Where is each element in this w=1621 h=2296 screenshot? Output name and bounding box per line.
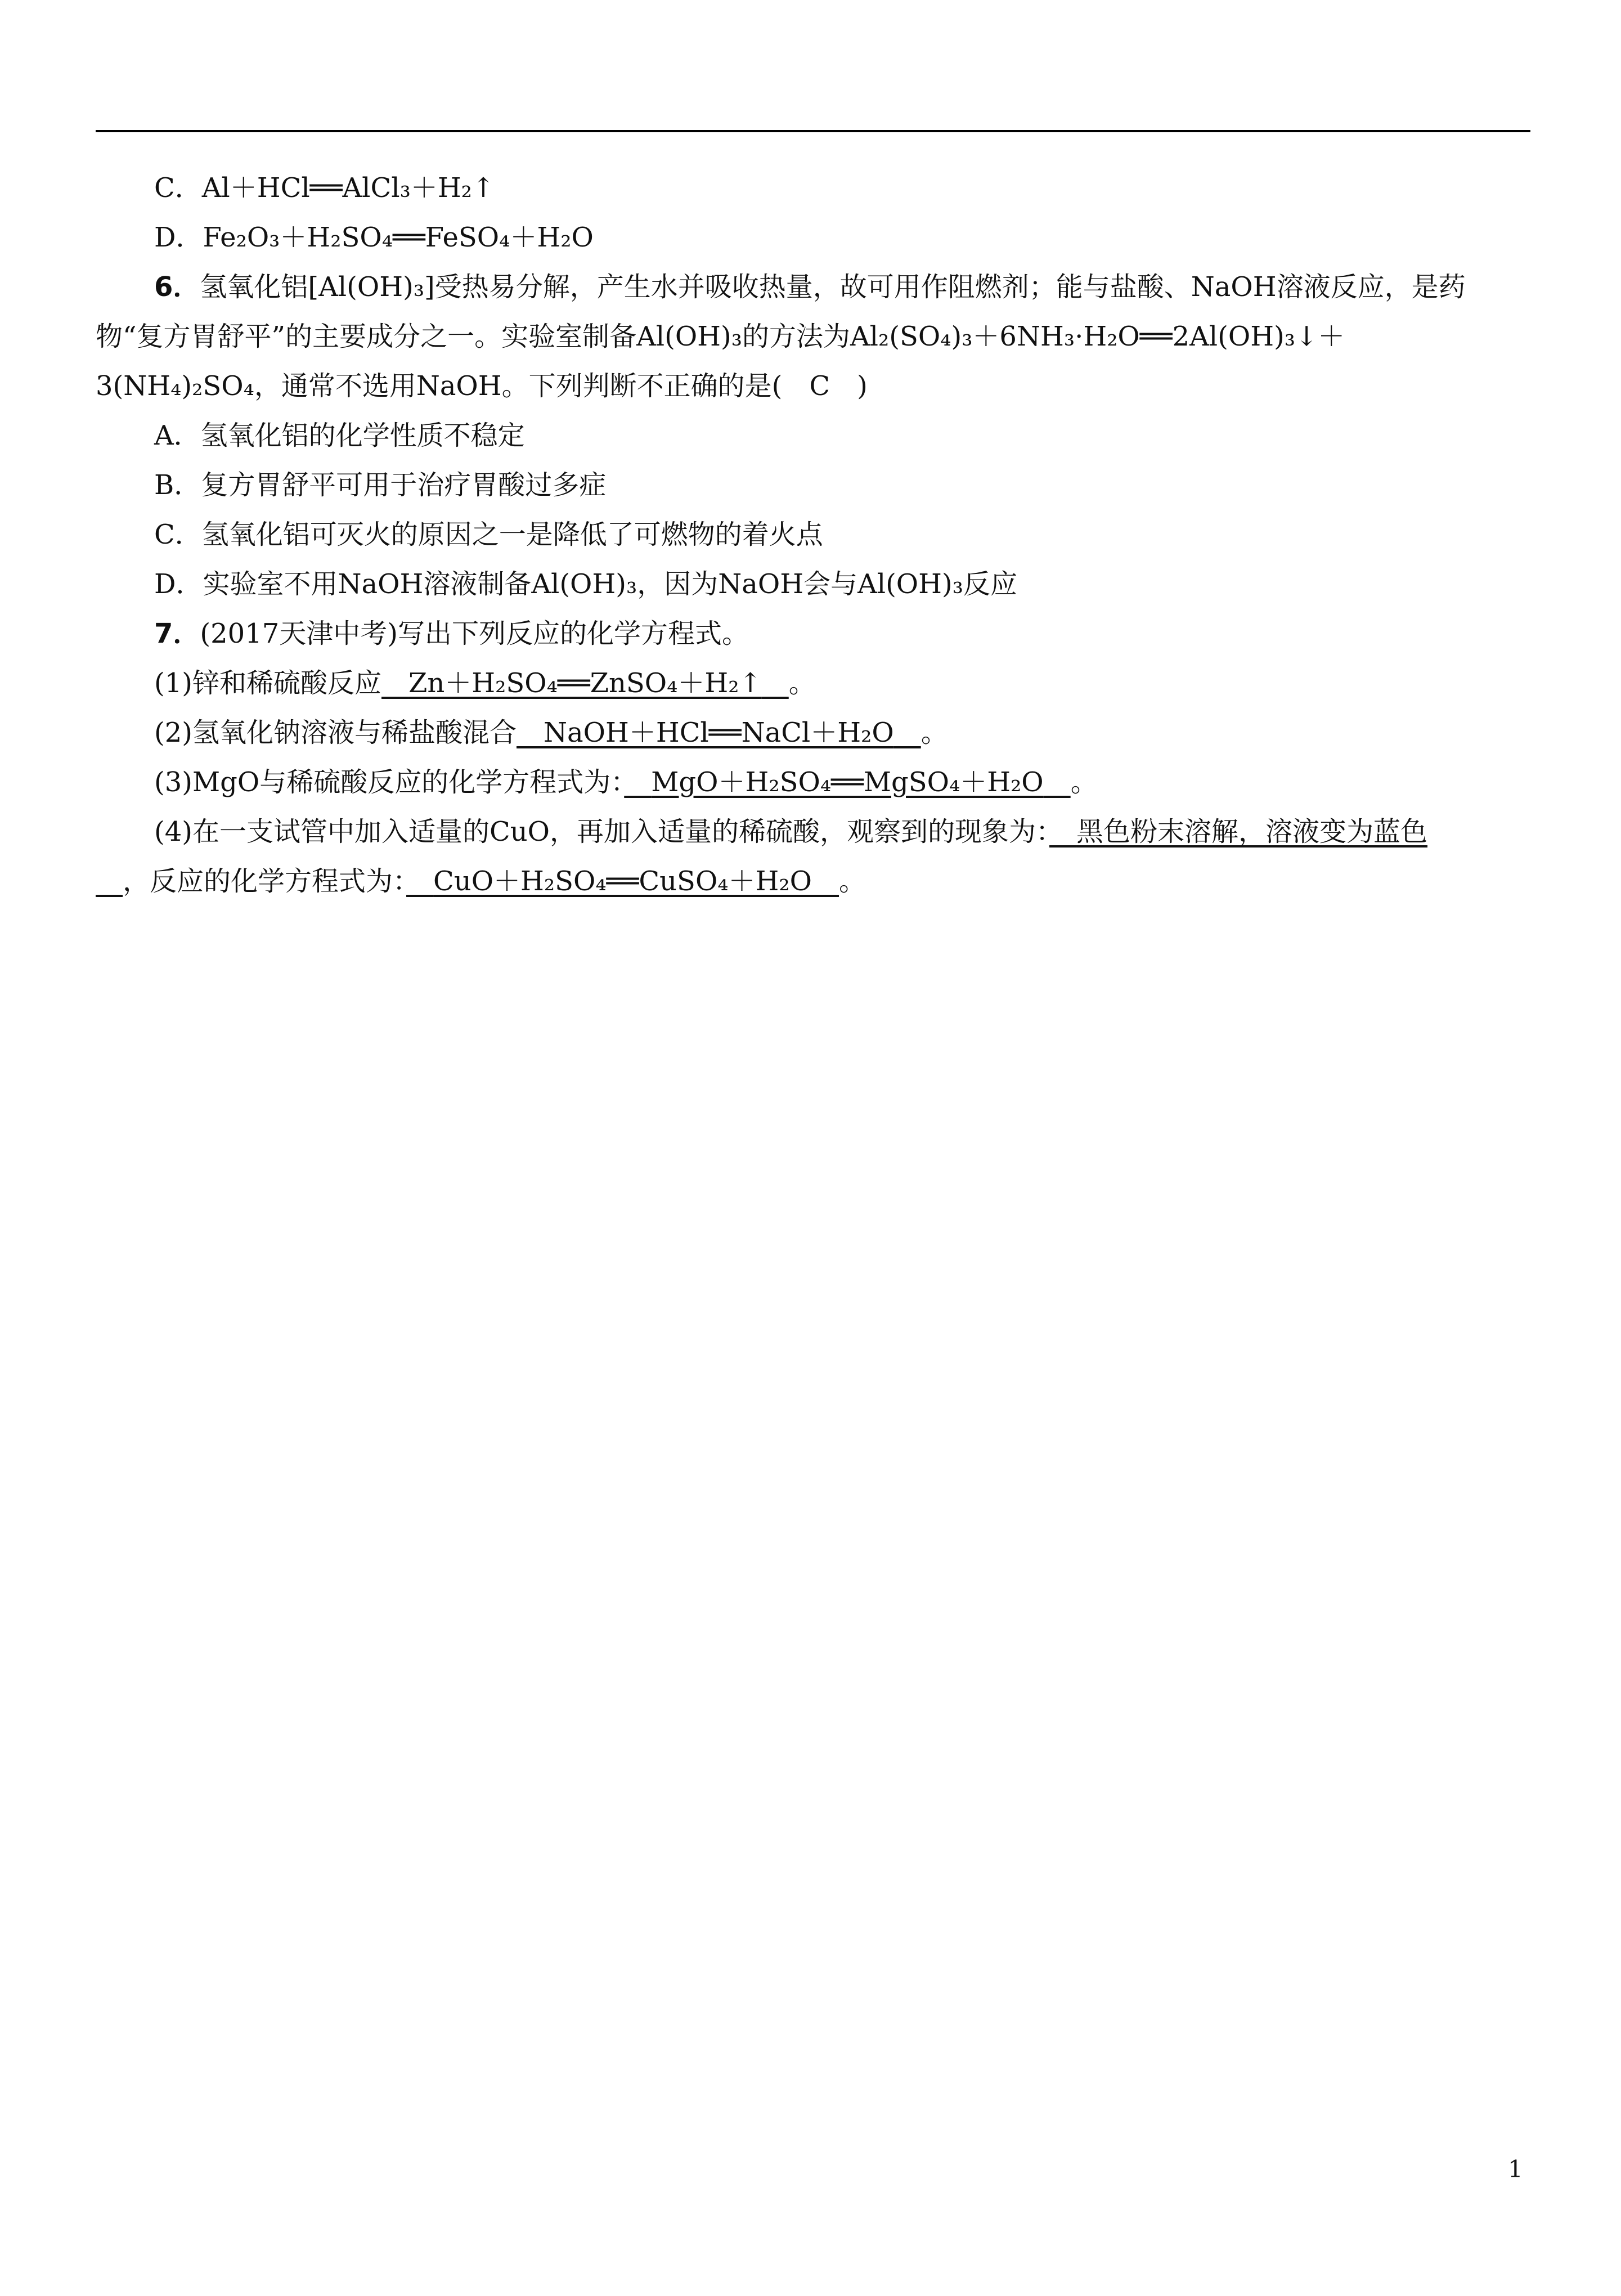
part-4-equation-answer: CuO＋H₂SO₄══CuSO₄＋H₂O	[433, 866, 812, 897]
question-7-stem	[96, 609, 1530, 658]
part-4-mid: ，反应的化学方程式为：	[123, 866, 407, 897]
question-6-option-b	[96, 460, 1530, 510]
option-b-text: B．复方胃舒平可用于治疗胃酸过多症	[154, 469, 607, 501]
question-7-part-4-line-2	[96, 856, 1530, 906]
part-2-end: 。	[920, 717, 948, 748]
part-4-observation-blank-tail	[96, 866, 123, 897]
option-c-text: C．氢氧化铝可灭火的原因之一是降低了可燃物的着火点	[154, 519, 823, 550]
part-4-prompt: (4)在一支试管中加入适量的CuO，再加入适量的稀硫酸，观察到的现象为：	[154, 816, 1049, 847]
prev-option-c	[96, 163, 1530, 213]
part-1-prompt: (1)锌和稀硫酸反应	[154, 667, 381, 699]
question-6-option-c	[96, 510, 1530, 559]
prev-option-d	[96, 213, 1530, 262]
part-4-observation-blank	[1049, 816, 1427, 847]
option-a-text: A．氢氧化铝的化学性质不稳定	[154, 420, 525, 451]
question-6-stem-line-2: 物“复方胃舒平”的主要成分之一。实验室制备Al(OH)₃的方法为Al₂(SO₄)₃＋6NH₃·H₂O══2Al(OH)₃↓＋	[96, 321, 1345, 352]
part-1-answer-blank	[381, 667, 789, 699]
option-d-text: D．实验室不用NaOH溶液制备Al(OH)₃，因为NaOH会与Al(OH)₃反应	[154, 568, 1017, 600]
question-6-stem-line-1: 氢氧化铝[Al(OH)₃]受热易分解，产生水并吸收热量，故可用作阻燃剂；能与盐酸、NaOH溶液反应，是药	[200, 271, 1466, 303]
page-number: 1	[1508, 2155, 1523, 2183]
part-3-prompt: (3)MgO与稀硫酸反应的化学方程式为：	[154, 766, 625, 798]
part-4-observation-answer: 黑色粉末溶解，溶液变为蓝色	[1076, 816, 1428, 847]
question-6-line-2	[96, 312, 1530, 361]
question-7-number: 7．	[154, 618, 200, 649]
part-1-answer: Zn＋H₂SO₄══ZnSO₄＋H₂↑	[408, 667, 762, 699]
question-6-number: 6．	[154, 271, 200, 303]
question-6-option-d	[96, 559, 1530, 609]
part-2-prompt: (2)氢氧化钠溶液与稀盐酸混合	[154, 717, 517, 748]
header-rule	[96, 130, 1530, 132]
part-2-answer-blank	[517, 717, 921, 748]
option-c-text: C．Al＋HCl══AlCl₃＋H₂↑	[154, 172, 495, 204]
question-7-part-3	[96, 757, 1530, 807]
part-4-equation-blank	[406, 866, 839, 897]
question-6-option-a	[96, 411, 1530, 460]
part-3-end: 。	[1070, 766, 1098, 798]
option-d-text: D．Fe₂O₃＋H₂SO₄══FeSO₄＋H₂O	[154, 222, 594, 253]
part-3-answer-blank	[624, 766, 1070, 798]
question-6-stem-line-3: 3(NH₄)₂SO₄，通常不选用NaOH。下列判断不正确的是( C )	[96, 370, 868, 402]
question-7-part-2	[96, 708, 1530, 757]
question-7-part-1	[96, 658, 1530, 708]
question-7-stem-text: (2017天津中考)写出下列反应的化学方程式。	[200, 618, 749, 649]
part-4-end: 。	[839, 866, 866, 897]
part-3-answer: MgO＋H₂SO₄══MgSO₄＋H₂O	[651, 766, 1044, 798]
document-body	[96, 163, 1530, 906]
question-6-line-1	[96, 262, 1530, 312]
question-6-line-3	[96, 361, 1530, 411]
part-2-answer: NaOH＋HCl══NaCl＋H₂O	[544, 717, 894, 748]
part-1-end: 。	[788, 667, 816, 699]
question-7-part-4-line-1	[96, 807, 1530, 856]
